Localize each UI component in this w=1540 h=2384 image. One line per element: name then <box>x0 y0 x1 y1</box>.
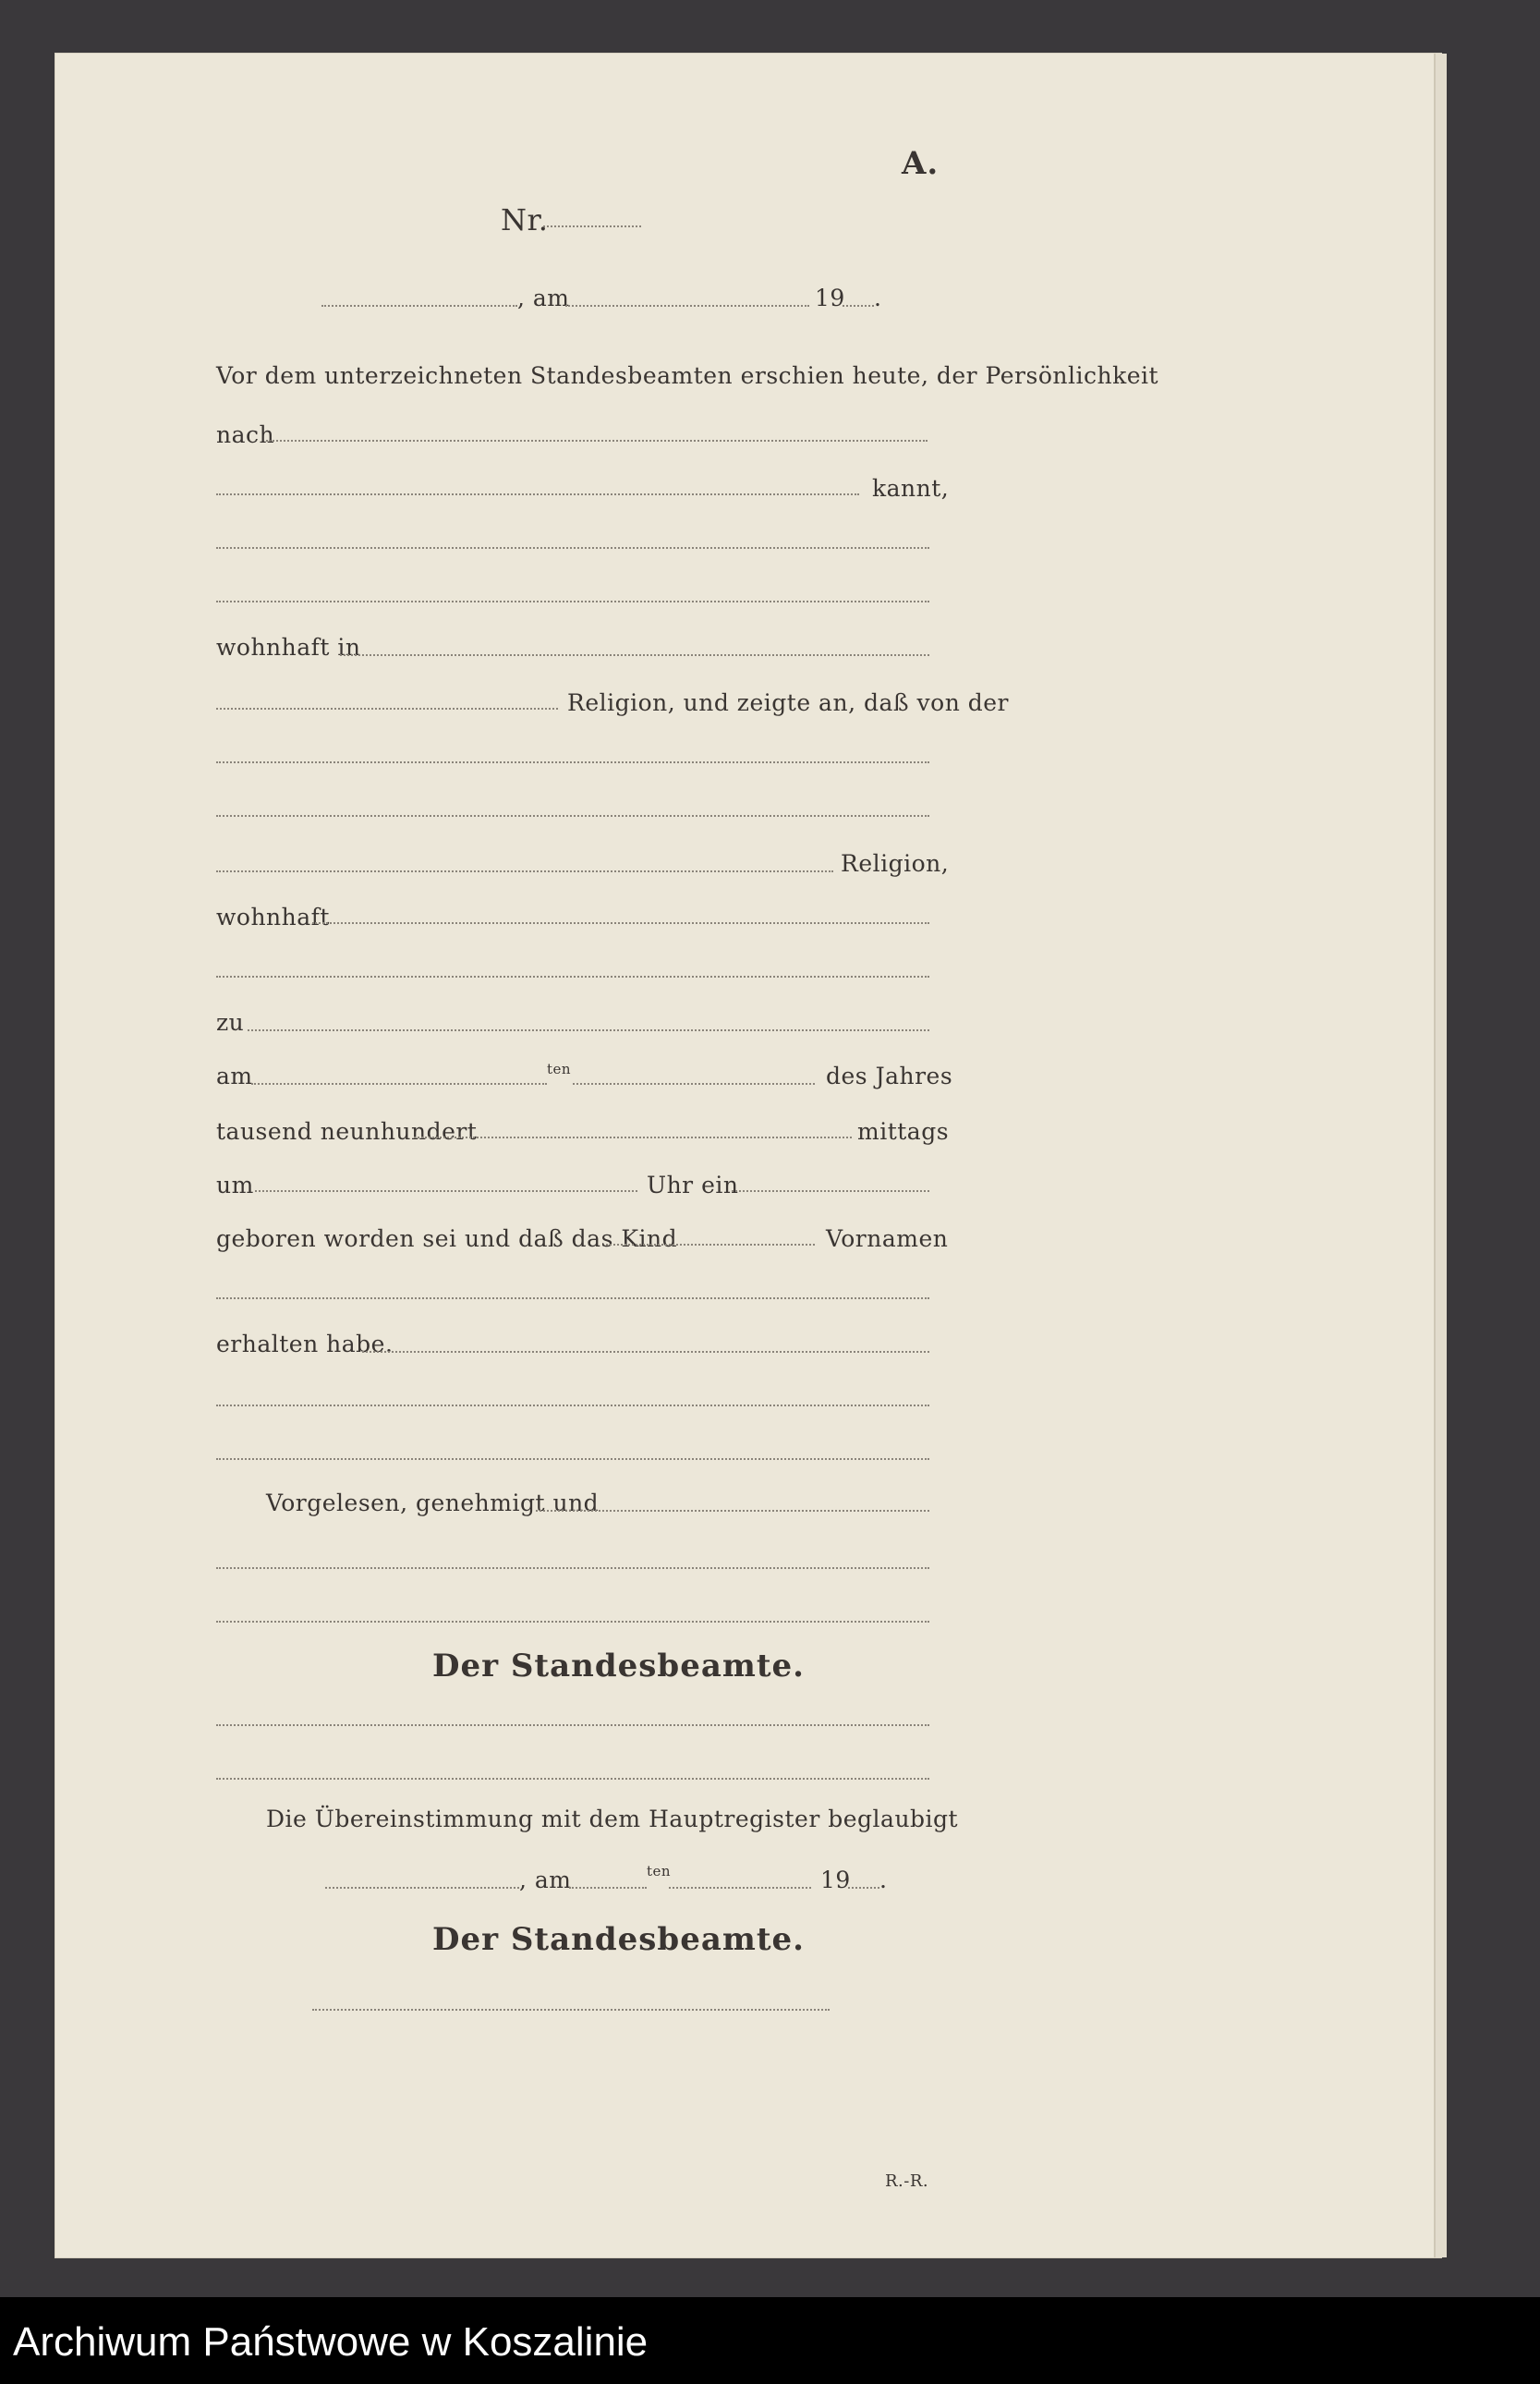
month2-field <box>669 1887 811 1889</box>
uebereinstimmung-label: Die Übereinstimmung mit dem Hauptregister beglaubigt <box>266 1806 959 1832</box>
zu-label: zu <box>216 1009 245 1036</box>
archive-name: Archiwum Państwowe w Koszalinie <box>13 2319 649 2365</box>
year-field <box>843 305 874 307</box>
blank-line-8 <box>216 1458 929 1460</box>
kind-field <box>606 1244 815 1246</box>
zu-field <box>248 1029 929 1031</box>
wohnhaft-in-label: wohnhaft in <box>216 634 361 661</box>
nach-field <box>266 440 928 442</box>
religion-field <box>216 708 558 710</box>
religion2-field <box>216 870 833 872</box>
hour-field <box>255 1190 637 1192</box>
am2-label: , am <box>519 1867 572 1893</box>
standesbeamte-heading-2: Der Standesbeamte. <box>432 1921 806 1958</box>
am-label: , am <box>517 285 570 311</box>
year-number-field <box>414 1137 852 1138</box>
signature-line-3 <box>312 2009 830 2011</box>
nach-label: nach <box>216 421 275 448</box>
year2-label: 19 <box>820 1867 851 1893</box>
am-date-label: am <box>216 1063 253 1089</box>
vornamen-label: Vornamen <box>826 1225 949 1252</box>
religion-zeigte-label: Religion, und zeigte an, daß von der <box>567 689 1009 716</box>
archive-footer <box>0 2297 1540 2384</box>
mittags-label: mittags <box>857 1118 950 1145</box>
signature-line-1 <box>216 1724 929 1726</box>
ten-label: ten <box>547 1061 572 1077</box>
des-jahres-label: des Jahres <box>826 1063 953 1089</box>
end2-dot: . <box>879 1867 888 1893</box>
blank-line-1 <box>216 547 929 549</box>
vorgelesen-field <box>536 1510 929 1512</box>
erhalten-label: erhalten habe. <box>216 1331 394 1357</box>
end-dot: . <box>874 285 882 311</box>
blank-line-5 <box>216 976 929 978</box>
day2-field <box>569 1887 647 1889</box>
wohnhaft-field <box>312 922 929 924</box>
blank-line-2 <box>216 601 929 602</box>
month-field <box>573 1083 815 1085</box>
uhr-ein-label: Uhr ein <box>647 1172 739 1198</box>
vorgelesen-label: Vorgelesen, genehmigt und <box>266 1490 600 1516</box>
religion2-label: Religion, <box>841 850 950 877</box>
signature-line-2 <box>216 1778 929 1780</box>
scan-background <box>1447 54 1540 2257</box>
printer-mark: R.-R. <box>885 2171 929 2191</box>
tausend-label: tausend neunhundert <box>216 1118 478 1145</box>
ten2-label: ten <box>647 1863 672 1879</box>
kannt-field <box>216 493 859 495</box>
nr-field <box>543 225 641 227</box>
erhalten-field <box>362 1351 929 1353</box>
blank-line-10 <box>216 1621 929 1623</box>
date-field <box>565 305 809 307</box>
nr-label: Nr. <box>501 202 549 237</box>
kannt-label: kannt, <box>872 475 950 502</box>
standesbeamte-heading-1: Der Standesbeamte. <box>432 1648 806 1685</box>
year2-field <box>848 1887 879 1889</box>
blank-line-7 <box>216 1405 929 1406</box>
blank-line-3 <box>216 761 929 763</box>
year-label: 19 <box>815 285 845 311</box>
geboren-label: geboren worden sei und daß das Kind <box>216 1225 678 1252</box>
place2-field <box>325 1887 519 1889</box>
blank-line-6 <box>216 1297 929 1299</box>
day-field <box>251 1083 547 1085</box>
intro-line: Vor dem unterzeichneten Standesbeamten erschien heute, der Persönlichkeit <box>216 362 1159 389</box>
gender-field <box>732 1190 929 1192</box>
um-label: um <box>216 1172 254 1198</box>
wohnhaft-in-field <box>340 654 929 656</box>
blank-line-4 <box>216 815 929 817</box>
wohnhaft-label: wohnhaft <box>216 904 330 930</box>
place-field <box>321 305 517 307</box>
blank-line-9 <box>216 1567 929 1569</box>
form-id: A. <box>902 145 940 182</box>
